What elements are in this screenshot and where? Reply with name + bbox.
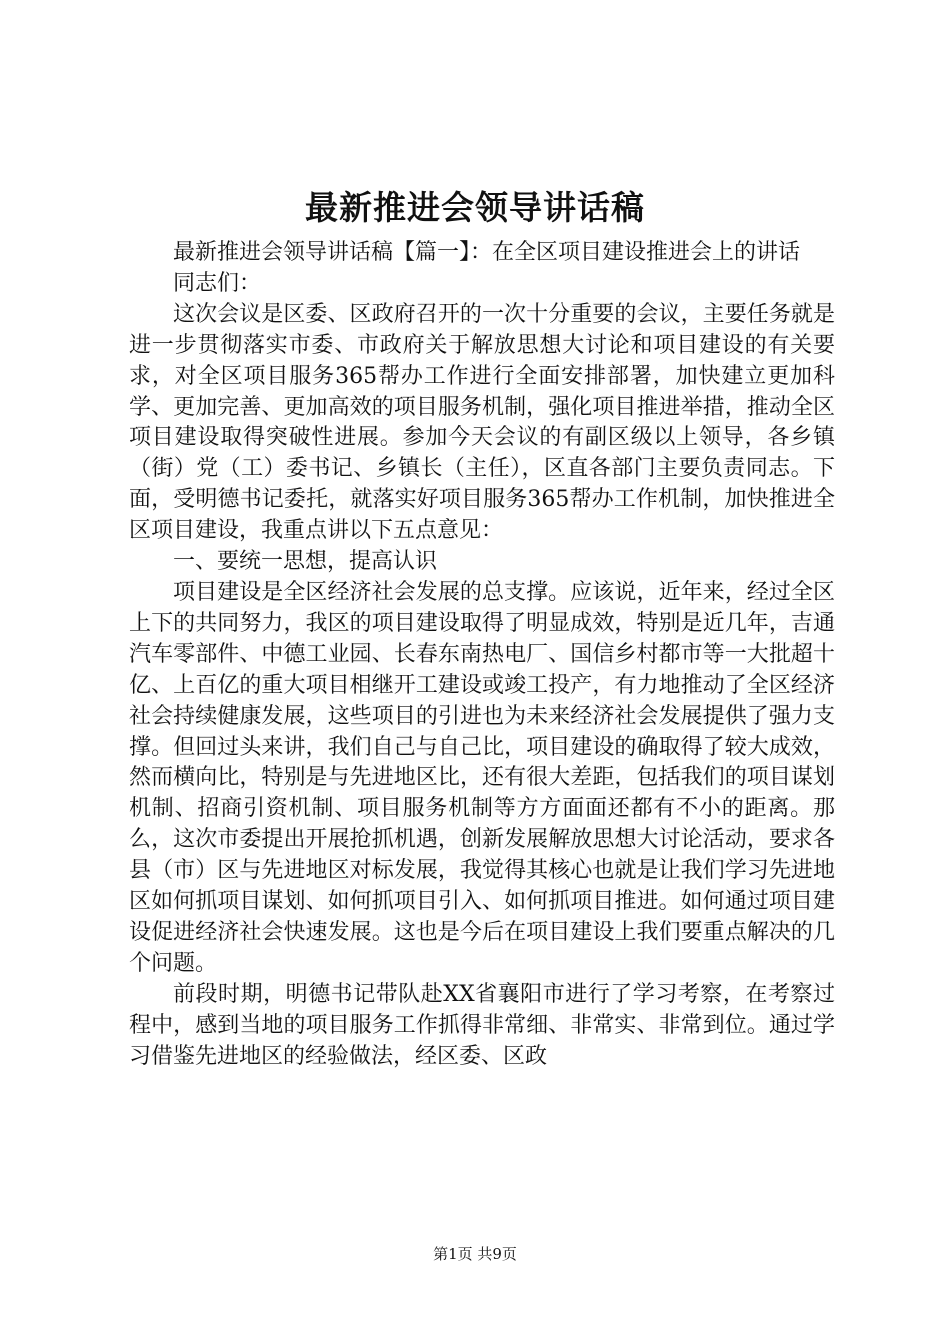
page-footer — [0, 1244, 950, 1264]
paragraph-heading-line: 最新推进会领导讲话稿【篇一】：在全区项目建设推进会上的讲话 — [173, 240, 801, 265]
page-number-indicator: 第1页 共9页 — [433, 1245, 517, 1263]
document-title: 最新推进会领导讲话稿 — [305, 188, 645, 227]
paragraph-meeting-intro: 这次会议是区委、区政府召开的一次十分重要的会议，主要任务就是进一步贯彻落实市委、市政府关于解放思想大讨论和项目建设的有关要求，对全区项目服务365帮办工作进行全面安排部署，加快建立更加科学、更加完善、更加高效的项目服务机制，强化项目推进举措，推动全区项目建设取得突破性进展。参加今天会议的有副区级以上领导，各乡镇（街）党（工）委书记、乡镇长（主任），区直各部门主要负责同志。下面，受明德书记委托，就落实好项目服务365帮办工作机制，加快推进全区项目建设，我重点讲以下五点意见： — [129, 301, 835, 544]
paragraph-study-visit: 前段时期，明德书记带队赴XX省襄阳市进行了学习考察，在考察过程中，感到当地的项目服务工作抓得非常细、非常实、非常到位。通过学习借鉴先进地区的经验做法，经区委、区政 — [129, 981, 835, 1069]
document-body — [129, 238, 835, 1072]
paragraph-project-construction: 项目建设是全区经济社会发展的总支撑。应该说，近年来，经过全区上下的共同努力，我区的项目建设取得了明显成效，特别是近几年，吉通汽车零部件、中德工业园、长春东南热电厂、国信乡村都市等一大批超十亿、上百亿的重大项目相继开工建设或竣工投产，有力地推动了全区经济社会持续健康发展，这些项目的引进也为未来经济社会发展提供了强力支撑。但回过头来讲，我们自己与自己比，项目建设的确取得了较大成效，然而横向比，特别是与先进地区比，还有很大差距，包括我们的项目谋划机制、招商引资机制、项目服务机制等方方面面还都有不小的距离。那么，这次市委提出开展抢抓机遇，创新发展解放思想大讨论活动，要求各县（市）区与先进地区对标发展，我觉得其核心也就是让我们学习先进地区如何抓项目谋划、如何抓项目引入、如何抓项目推进。如何通过项目建设促进经济社会快速发展。这也是今后在项目建设上我们要重点解决的几个问题。 — [129, 579, 835, 976]
section-heading-one: 一、要统一思想，提高认识 — [173, 549, 438, 575]
paragraph-salutation: 同志们： — [173, 270, 262, 296]
